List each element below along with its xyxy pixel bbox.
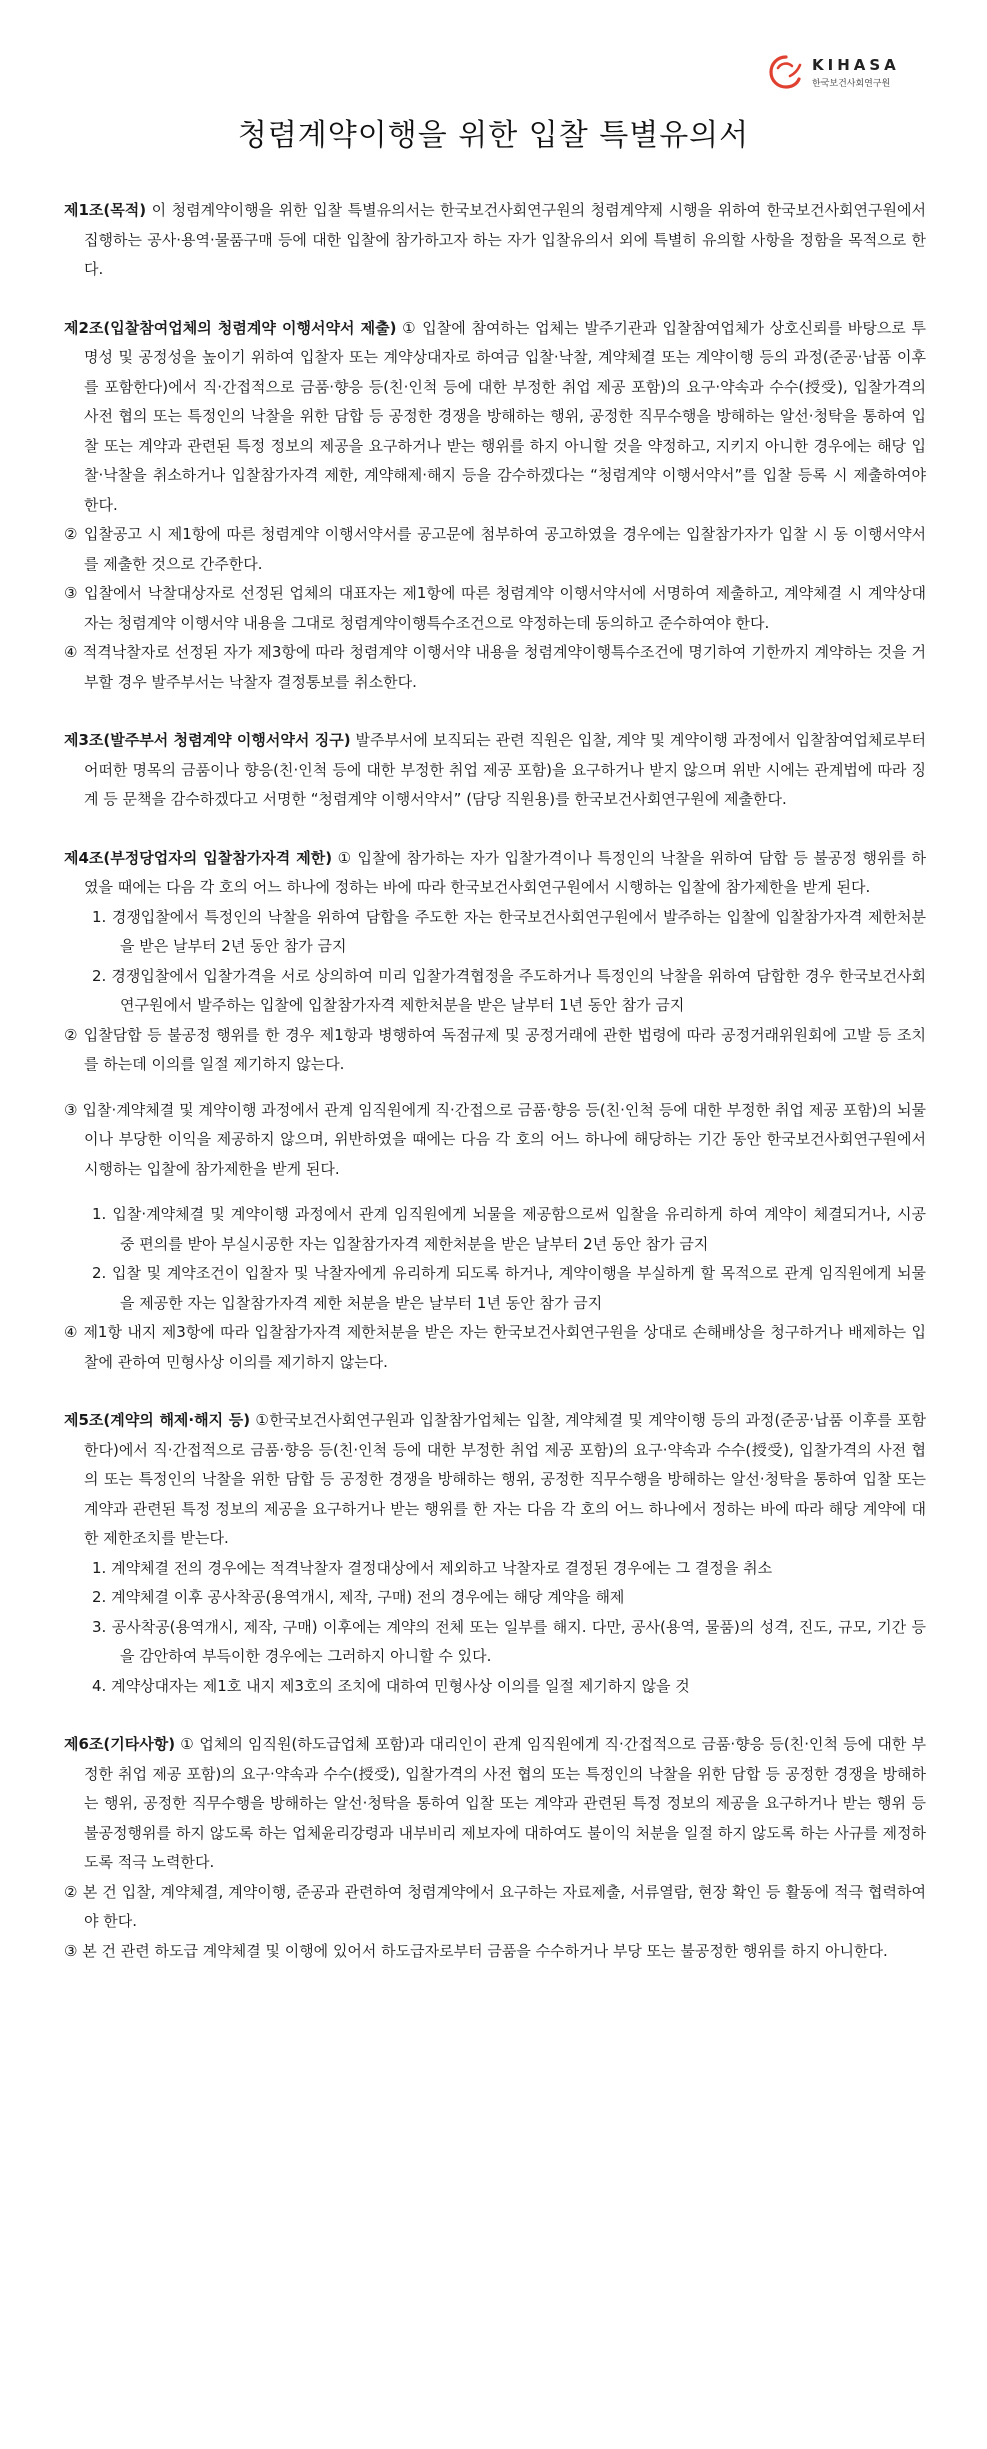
article-2-text: ① 입찰에 참여하는 업체는 발주기관과 입찰참여업체가 상호신뢰를 바탕으로 투명성 및 공정성을 높이기 위하여 입찰자 또는 계약상대자로 하여금 입찰·낙찰, 계약체결 또는 계약이행 등의 과정(준공·납품 이후를 포함한다)에서 직·간접적으로 금품·향응 등(친·인척 등에 대한 부정한 취업 제공 포함)의 요구·약속과 수수(授受), 입찰가격의 사전 협의 또는 특정인의 낙찰을 위한 담합 등 공정한 경쟁을 방해하는 행위, 공정한 직무수행을 방해하는 알선·청탁을 통하여 입찰 또는 계약과 관련된 특정 정보의 제공을 요구하거나 받는 행위를 하지 아니할 것을 약정하고, 지키지 아니한 경우에는 해당 입찰·낙찰을 취소하거나 입찰참가자격 제한, 계약해제·해지 등을 감수하겠다는 “청렴계약 이행서약서”를 입찰 등록 시 제출하여야 한다. bbox=[84, 318, 926, 514]
article-6-lead bbox=[64, 1730, 926, 1878]
article-3-lead bbox=[64, 726, 926, 815]
article-4-item-3: 1. 입찰·계약체결 및 계약이행 과정에서 관계 임직원에게 뇌물을 제공함으로써 입찰을 유리하게 하여 계약이 체결되거나, 시공 중 편의를 받아 부실시공한 자는 입찰참가자격 제한처분을 받은 날부터 2년 동안 참가 금지 bbox=[92, 1205, 926, 1253]
article-6-heading: 제6조(기타사항) bbox=[64, 1735, 176, 1753]
article-6-para-2: ② 본 건 입찰, 계약체결, 계약이행, 준공과 관련하여 청렴계약에서 요구하는 자료제출, 서류열람, 현장 확인 등 활동에 적극 협력하여야 한다. bbox=[64, 1882, 926, 1930]
article-2-heading: 제2조(입찰참여업체의 청렴계약 이행서약서 제출) bbox=[64, 318, 397, 337]
kihasa-logo bbox=[768, 50, 943, 96]
article-2-para-2: ② 입찰공고 시 제1항에 따른 청렴계약 이행서약서를 공고문에 첨부하여 공고하였을 경우에는 입찰참가자가 입찰 시 동 이행서약서를 제출한 것으로 간주한다. bbox=[64, 525, 926, 573]
article-4-item-4: 2. 입찰 및 계약조건이 입찰자 및 낙찰자에게 유리하게 되도록 하거나, 계약이행을 부실하게 할 목적으로 관계 임직원에게 뇌물을 제공한 자는 입찰참가자격 제한 처분을 받은 날부터 1년 동안 참가 금지 bbox=[92, 1264, 926, 1312]
article-6-para-3: ③ 본 건 관련 하도급 계약체결 및 이행에 있어서 하도급자로부터 금품을 수수하거나 부당 또는 불공정한 행위를 하지 아니한다. bbox=[64, 1941, 888, 1960]
article-1-heading: 제1조(목적) bbox=[64, 201, 147, 219]
article-3-text: 발주부서에 보직되는 관련 직원은 입찰, 계약 및 계약이행 과정에서 입찰참여업체로부터 어떠한 명목의 금품이나 향응(친·인척 등에 대한 부정한 취업 제공 포함)을 요구하거나 받지 않으며 위반 시에는 관계법에 따라 징계 등 문책을 감수하겠다고 서명한 “청렴계약 이행서약서” (담당 직원용)를 한국보건사회연구원에 제출한다. bbox=[84, 731, 927, 808]
logo-name: KIHASA bbox=[812, 56, 900, 74]
article-4-para-4: ④ 제1항 내지 제3항에 따라 입찰참가자격 제한처분을 받은 자는 한국보건사회연구원을 상대로 손해배상을 청구하거나 배제하는 입찰에 관하여 민형사상 이의를 제기하지 않는다. bbox=[64, 1323, 926, 1371]
article-4-para-3: ③ 입찰·계약체결 및 계약이행 과정에서 관계 임직원에게 직·간접으로 금품·향응 등(친·인척 등에 대한 부정한 취업 제공 포함)의 뇌물이나 부당한 이익을 제공하지 않으며, 위반하였을 때에는 다음 각 호의 어느 하나에 해당하는 기간 동안 한국보건사회연구원에서 시행하는 입찰에 참가제한을 받게 된다. bbox=[64, 1100, 926, 1178]
article-6-text: ① 업체의 임직원(하도급업체 포함)과 대리인이 관계 임직원에게 직·간접적으로 금품·향응 등(친·인척 등에 대한 부정한 취업 제공 포함)의 요구·약속과 수수(授受), 입찰가격의 사전 협의 또는 특정인의 낙찰을 위한 담합 등 공정한 경쟁을 방해하는 행위, 공정한 직무수행을 방해하는 알선·청탁을 통하여 입찰 또는 계약과 관련된 특정 정보의 제공을 요구하거나 받는 행위 등 불공정행위를 하지 않도록 하는 업체윤리강령과 내부비리 제보자에 대하여도 불이익 처분을 일절 하지 않도록 하는 사규를 제정하도록 적극 노력한다. bbox=[84, 1735, 926, 1871]
article-4-text: ① 입찰에 참가하는 자가 입찰가격이나 특정인의 낙찰을 위하여 담합 등 불공정 행위를 하였을 때에는 다음 각 호의 어느 하나에 정하는 바에 따라 한국보건사회연구원에서 시행하는 입찰에 참가제한을 받게 된다. bbox=[84, 848, 926, 896]
article-1-lead bbox=[64, 196, 926, 285]
article-2-lead bbox=[64, 314, 926, 521]
article-5-item-2: 2. 계약체결 이후 공사착공(용역개시, 제작, 구매) 전의 경우에는 해당 계약을 해제 bbox=[92, 1588, 625, 1606]
article-4-para-2: ② 입찰담합 등 불공정 행위를 한 경우 제1항과 병행하여 독점규제 및 공정거래에 관한 법령에 따라 공정거래위원회에 고발 등 조치를 하는데 이의를 일절 제기하지 않는다. bbox=[64, 1025, 926, 1073]
article-4-heading: 제4조(부정당업자의 입찰참가자격 제한) bbox=[64, 848, 333, 867]
article-1 bbox=[64, 196, 926, 285]
article-5-lead bbox=[64, 1406, 926, 1554]
article-4-lead bbox=[64, 844, 926, 903]
kihasa-logo-icon bbox=[768, 54, 804, 90]
article-4 bbox=[64, 844, 926, 1378]
article-2 bbox=[64, 314, 926, 698]
article-2-para-3: ③ 입찰에서 낙찰대상자로 선정된 업체의 대표자는 제1항에 따른 청렴계약 이행서약서에 서명하여 제출하고, 계약체결 시 계약상대자는 청렴계약 이행서약 내용을 그대로 청렴계약이행특수조건으로 약정하는데 동의하고 준수하여야 한다. bbox=[64, 584, 926, 632]
logo-subtitle: 한국보건사회연구원 bbox=[812, 79, 891, 89]
article-3 bbox=[64, 726, 926, 815]
article-6 bbox=[64, 1730, 926, 1966]
article-5-text: ①한국보건사회연구원과 입찰참가업체는 입찰, 계약체결 및 계약이행 등의 과정(준공·납품 이후를 포함한다)에서 직·간접적으로 금품·향응 등(친·인척 등에 대한 부정한 취업 제공 포함)의 요구·약속과 수수(授受), 입찰가격의 사전 협의 또는 특정인의 낙찰을 위한 담합 등 공정한 경쟁을 방해하는 행위, 공정한 직무수행을 방해하는 알선·청탁을 통하여 입찰 또는 계약과 관련된 특정 정보의 제공을 요구하거나 받는 행위를 한 자는 다음 각 호의 어느 하나에서 정하는 바에 따라 해당 계약에 대한 제한조치를 받는다. bbox=[84, 1411, 926, 1547]
spacer bbox=[64, 1184, 926, 1200]
document-title: 청렴계약이행을 위한 입찰 특별유의서 bbox=[237, 118, 750, 153]
article-4-item-2: 2. 경쟁입찰에서 입찰가격을 서로 상의하여 미리 입찰가격협정을 주도하거나 특정인의 낙찰을 위하여 담합한 경우 한국보건사회연구원에서 발주하는 입찰에 입찰참가자격 제한처분을 받은 날부터 1년 동안 참가 금지 bbox=[92, 966, 926, 1014]
article-5-item-3: 3. 공사착공(용역개시, 제작, 구매) 이후에는 계약의 전체 또는 일부를 해지. 다만, 공사(용역, 물품)의 성격, 진도, 규모, 기간 등을 감안하여 부득이한 경우에는 그러하지 아니할 수 있다. bbox=[92, 1617, 926, 1665]
article-5-item-4: 4. 계약상대자는 제1호 내지 제3호의 조치에 대하여 민형사상 이의를 일절 제기하지 않을 것 bbox=[92, 1676, 690, 1695]
article-1-text: 이 청렴계약이행을 위한 입찰 특별유의서는 한국보건사회연구원의 청렴계약제 시행을 위하여 한국보건사회연구원에서 집행하는 공사·용역·물품구매 등에 대한 입찰에 참가하고자 하는 자가 입찰유의서 외에 특별히 유의할 사항을 정함을 목적으로 한다. bbox=[84, 201, 926, 278]
document-body bbox=[64, 196, 926, 1995]
article-5 bbox=[64, 1406, 926, 1701]
article-5-heading: 제5조(계약의 해제·해지 등) bbox=[64, 1411, 251, 1429]
article-2-para-4: ④ 적격낙찰자로 선정된 자가 제3항에 따라 청렴계약 이행서약 내용을 청렴계약이행특수조건에 명기하여 기한까지 계약하는 것을 거부할 경우 발주부서는 낙찰자 결정통보를 취소한다. bbox=[64, 643, 926, 691]
article-3-heading: 제3조(발주부서 청렴계약 이행서약서 징구) bbox=[64, 731, 351, 749]
article-5-item-1: 1. 계약체결 전의 경우에는 적격낙찰자 결정대상에서 제외하고 낙찰자로 결정된 경우에는 그 결정을 취소 bbox=[92, 1558, 773, 1577]
article-4-item-1: 1. 경쟁입찰에서 특정인의 낙찰을 위하여 담합을 주도한 자는 한국보건사회연구원에서 발주하는 입찰에 입찰참가자격 제한처분을 받은 날부터 2년 동안 참가 금지 bbox=[92, 907, 926, 955]
spacer bbox=[64, 1080, 926, 1096]
